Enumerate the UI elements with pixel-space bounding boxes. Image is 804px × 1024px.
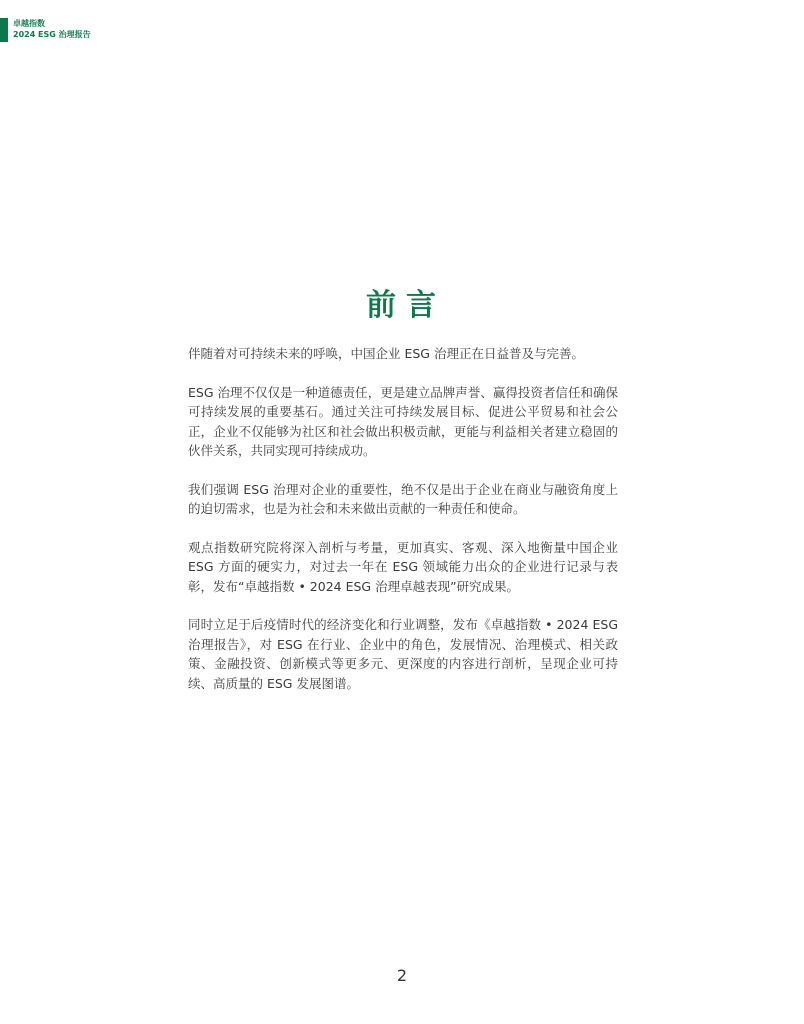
header-brand: 卓越指数 <box>13 19 45 28</box>
page-number: 2 <box>396 966 408 985</box>
header-accent-bar <box>0 18 8 42</box>
paragraph-5: 同时立足于后疫情时代的经济变化和行业调整，发布《卓越指数 • 2024 ESG 治理报告》，对 ESG 在行业、企业中的角色，发展情况、治理模式、相关政策、金融投资、创新模式等更多元、更深度的内容进行剖析，呈现企业可持续、高质量的 ESG 发展图谱。 <box>188 617 618 691</box>
paragraph-3: 我们强调 ESG 治理对企业的重要性，绝不仅是出于企业在商业与融资角度上的迫切需求，也是为社会和未来做出贡献的一种责任和使命。 <box>188 481 618 516</box>
paragraph-1: 伴随着对可持续未来的呼唤，中国企业 ESG 治理正在日益普及与完善。 <box>188 346 584 361</box>
paragraph-2: ESG 治理不仅仅是一种道德责任，更是建立品牌声誉、赢得投资者信任和确保可持续发展的重要基石。通过关注可持续发展目标、促进公平贸易和社会公正，企业不仅能够为社区和社会做出积极贡献，更能与利益相关者建立稳固的伙伴关系，共同实现可持续成功。 <box>188 384 618 458</box>
body-text <box>188 344 618 712</box>
page-title: 前言 <box>366 288 446 323</box>
paragraph-4: 观点指数研究院将深入剖析与考量，更加真实、客观、深入地衡量中国企业 ESG 方面的硬实力，对过去一年在 ESG 领域能力出众的企业进行记录与表彰，发布“卓越指数 • 2024 ESG 治理卓越表现”研究成果。 <box>188 539 618 594</box>
running-header <box>13 19 91 40</box>
header-report-title: 2024 ESG 治理报告 <box>13 30 91 39</box>
